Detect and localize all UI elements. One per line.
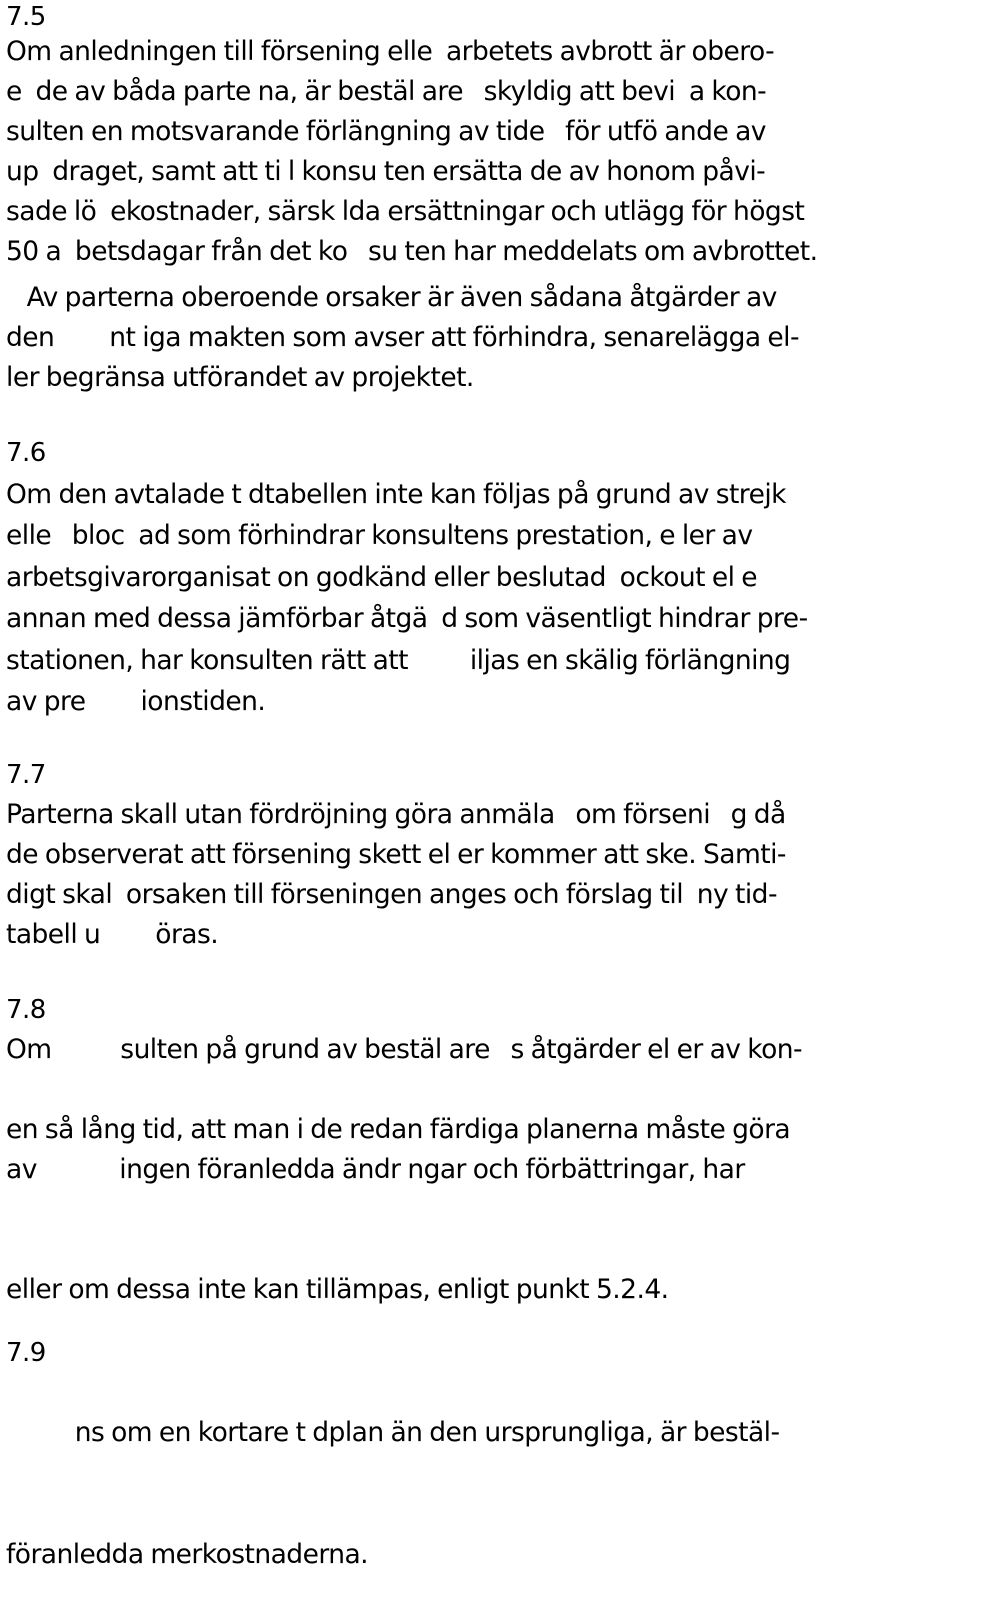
text-line: 50 a betsdagar från det ko su ten har meddelats om avbrottet. [6, 236, 818, 267]
text-line: ns om en kortare t dplan än den ursprungliga, är bestäl- [6, 1417, 780, 1448]
text-line: föranledda merkostnaderna. [6, 1539, 369, 1570]
text-line: eller om dessa inte kan tillämpas, enligt punkt 5.2.4. [6, 1274, 669, 1305]
text-line: den nt iga makten som avser att förhindra, senarelägga el- [6, 322, 800, 353]
section-number: 7.6 [6, 438, 46, 468]
text-line: av pre ionstiden. [6, 686, 266, 717]
text-line: digt skal orsaken till förseningen anges och förslag til ny tid- [6, 879, 777, 910]
text-line: arbetsgivarorganisat on godkänd eller beslutad ockout el e [6, 562, 758, 593]
text-line: sade lö ekostnader, särsk lda ersättningar och utlägg för högst [6, 196, 805, 227]
text-line: up draget, samt att ti l konsu ten ersätta de av honom påvi- [6, 156, 766, 187]
text-line: Parterna skall utan fördröjning göra anmäla om förseni g då [6, 799, 786, 830]
section-number: 7.5 [6, 2, 46, 32]
section-number: 7.8 [6, 995, 46, 1025]
section-number: 7.9 [6, 1338, 46, 1368]
text-line: tabell u öras. [6, 919, 219, 950]
text-line: e de av båda parte na, är bestäl are skyldig att bevi a kon- [6, 76, 767, 107]
text-line: annan med dessa jämförbar åtgä d som väsentligt hindrar pre- [6, 603, 808, 634]
section-number: 7.7 [6, 760, 46, 790]
text-line: Om den avtalade t dtabellen inte kan följas på grund av strejk [6, 479, 786, 510]
text-line: Om anledningen till försening elle arbetets avbrott är obero- [6, 36, 775, 67]
text-line: de observerat att försening skett el er kommer att ske. Samti- [6, 839, 786, 870]
text-line: elle bloc ad som förhindrar konsultens prestation, e ler av [6, 520, 753, 551]
text-line: sulten en motsvarande förlängning av tide för utfö ande av [6, 116, 766, 147]
text-line: stationen, har konsulten rätt att iljas en skälig förlängning [6, 645, 791, 676]
text-line: Om sulten på grund av bestäl are s åtgärder el er av kon- [6, 1034, 803, 1065]
text-line: ler begränsa utförandet av projektet. [6, 362, 474, 393]
text-line: en så lång tid, att man i de redan färdiga planerna måste göra [6, 1114, 791, 1145]
text-line: Av parterna oberoende orsaker är även sådana åtgärder av [6, 282, 777, 313]
text-line: av ingen föranledda ändr ngar och förbättringar, har [6, 1154, 745, 1185]
